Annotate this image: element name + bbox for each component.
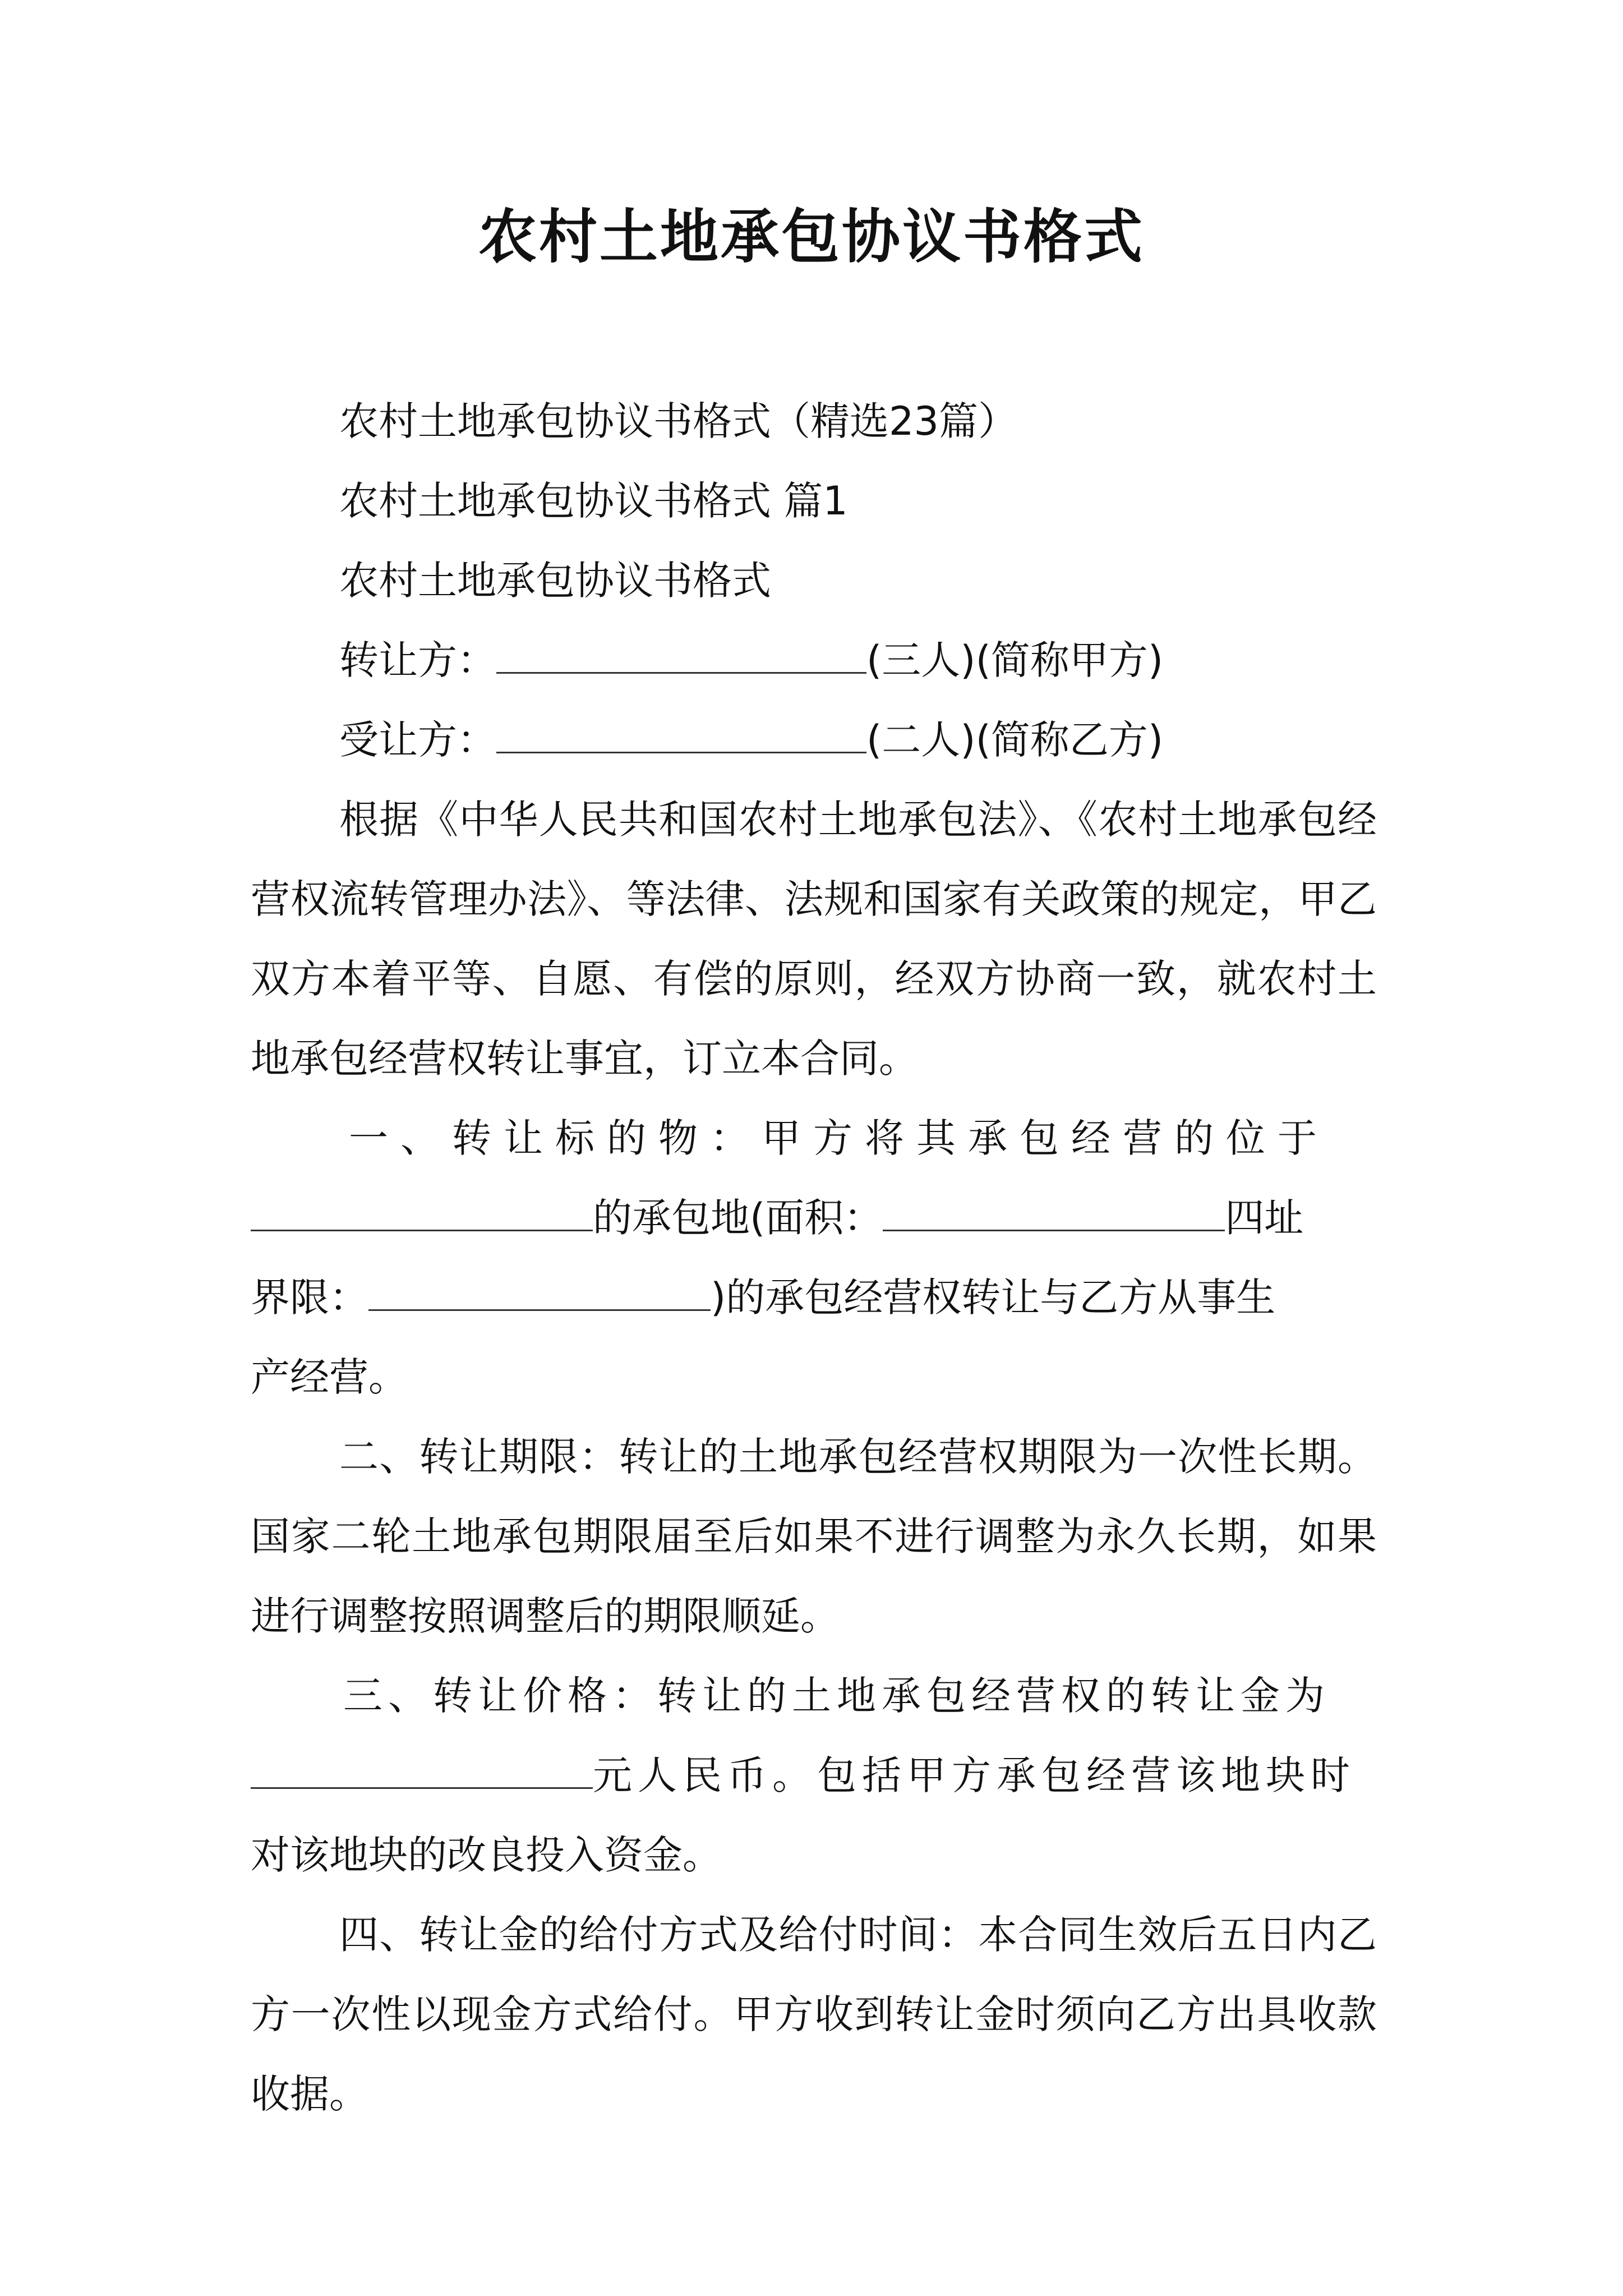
clause-1-line-1: 一、转让标的物：甲方将其承包经营的位于 — [349, 1115, 1329, 1161]
transferor-blank — [496, 637, 866, 674]
clause-1-line-2 — [251, 1178, 1377, 1258]
price-blank — [251, 1752, 593, 1789]
boundary-blank — [368, 1274, 711, 1311]
transferor-suffix: (三人)(简称甲方) — [866, 637, 1164, 683]
clause-3 — [251, 1656, 1377, 1895]
agreement-heading: 农村土地承包协议书格式 — [339, 558, 771, 604]
clause-1-line-3 — [251, 1258, 1377, 1337]
document-title: 农村土地承包协议书格式 — [478, 202, 1145, 271]
clause-3-line-2 — [251, 1736, 1377, 1815]
clause-1 — [251, 1098, 1377, 1417]
location-blank — [251, 1195, 593, 1231]
clause-1-land: 的承包地(面积： — [593, 1195, 883, 1241]
transferor-line — [251, 620, 1377, 700]
transferee-suffix: (二人)(简称乙方) — [866, 717, 1164, 763]
clause-3-line-1: 三、转让价格：转让的土地承包经营权的转让金为 — [343, 1673, 1330, 1719]
intro-paragraph: 根据《中华人民共和国农村土地承包法》、《农村土地承包经营权流转管理办法》、等法律、法规和国家有关政策的规定，甲乙双方本着平等、自愿、有偿的原则，经双方协商一致，就农村土地承包经营权转让事宜，订立本合同。 — [251, 797, 1377, 1082]
area-blank — [883, 1195, 1225, 1231]
clause-1-line-4: 产经营。 — [251, 1354, 408, 1400]
document-body — [251, 381, 1377, 2134]
transferee-line — [251, 700, 1377, 780]
subtitle-line: 农村土地承包协议书格式（精选23篇） — [339, 398, 1018, 444]
clause-4: 四、转让金的给付方式及给付时间：本合同生效后五日内乙方一次性以现金方式给付。甲方收到转让金时须向乙方出具收款收据。 — [251, 1912, 1377, 2117]
section-heading: 农村土地承包协议书格式 篇1 — [339, 478, 848, 524]
clause-3-currency: 元人民币。包括甲方承包经营该地块时 — [593, 1752, 1355, 1798]
clause-1-transfer: )的承包经营权转让与乙方从事生 — [711, 1274, 1276, 1320]
transferee-label: 受让方： — [339, 717, 496, 763]
clause-1-bounds: 四址 — [1225, 1195, 1304, 1241]
clause-3-line-3: 对该地块的改良投入资金。 — [251, 1832, 722, 1878]
transferor-label: 转让方： — [339, 637, 496, 683]
transferee-blank — [496, 717, 866, 753]
clause-1-limits: 界限： — [251, 1274, 368, 1320]
clause-2: 二、转让期限：转让的土地承包经营权期限为一次性长期。国家二轮土地承包期限届至后如果不进行调整为永久长期，如果进行调整按照调整后的期限顺延。 — [251, 1434, 1377, 1639]
